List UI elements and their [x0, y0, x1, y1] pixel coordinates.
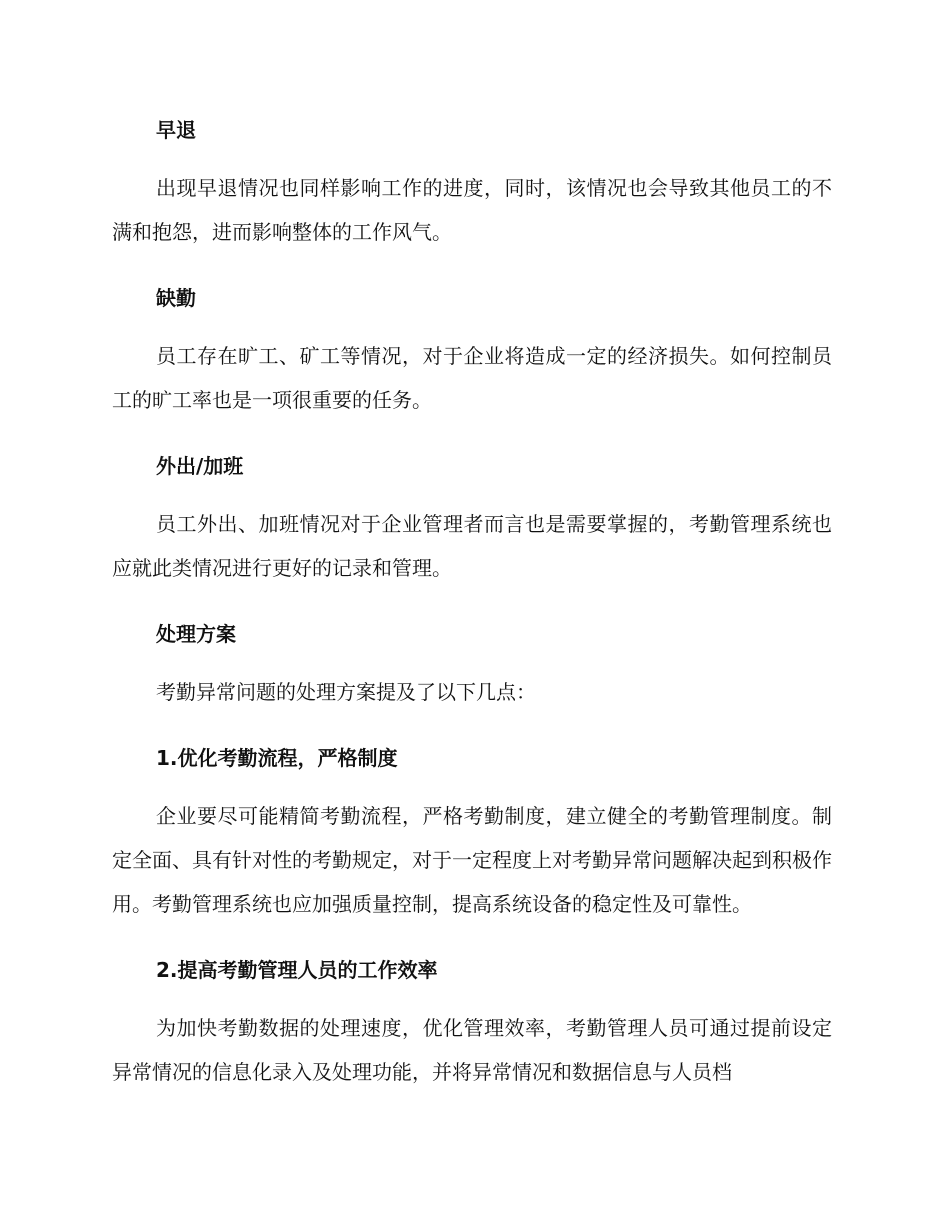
- section-heading-optimize-process: 1.优化考勤流程，严格制度: [156, 746, 398, 770]
- section-heading-early-leave: 早退: [156, 118, 196, 142]
- section-paragraph-early-leave: 出现早退情况也同样影响工作的进度，同时，该情况也会导致其他员工的不满和抱怨，进而影响整体的工作风气。: [112, 176, 832, 244]
- section-heading-outing-overtime: 外出/加班: [156, 454, 244, 478]
- section-paragraph-absence: 员工存在旷工、矿工等情况，对于企业将造成一定的经济损失。如何控制员工的旷工率也是一项很重要的任务。: [112, 344, 832, 412]
- section-heading-improve-efficiency: 2.提高考勤管理人员的工作效率: [156, 958, 438, 982]
- section-paragraph-optimize-process: 企业要尽可能精简考勤流程，严格考勤制度，建立健全的考勤管理制度。制定全面、具有针对性的考勤规定，对于一定程度上对考勤异常问题解决起到积极作用。考勤管理系统也应加强质量控制，提高系统设备的稳定性及可靠性。: [112, 804, 832, 916]
- section-paragraph-outing-overtime: 员工外出、加班情况对于企业管理者而言也是需要掌握的，考勤管理系统也应就此类情况进行更好的记录和管理。: [112, 512, 832, 580]
- section-heading-solutions: 处理方案: [156, 622, 236, 646]
- section-heading-absence: 缺勤: [156, 286, 196, 310]
- section-paragraph-solutions: 考勤异常问题的处理方案提及了以下几点：: [156, 680, 536, 704]
- section-paragraph-improve-efficiency: 为加快考勤数据的处理速度，优化管理效率，考勤管理人员可通过提前设定异常情况的信息化录入及处理功能，并将异常情况和数据信息与人员档: [112, 1016, 832, 1084]
